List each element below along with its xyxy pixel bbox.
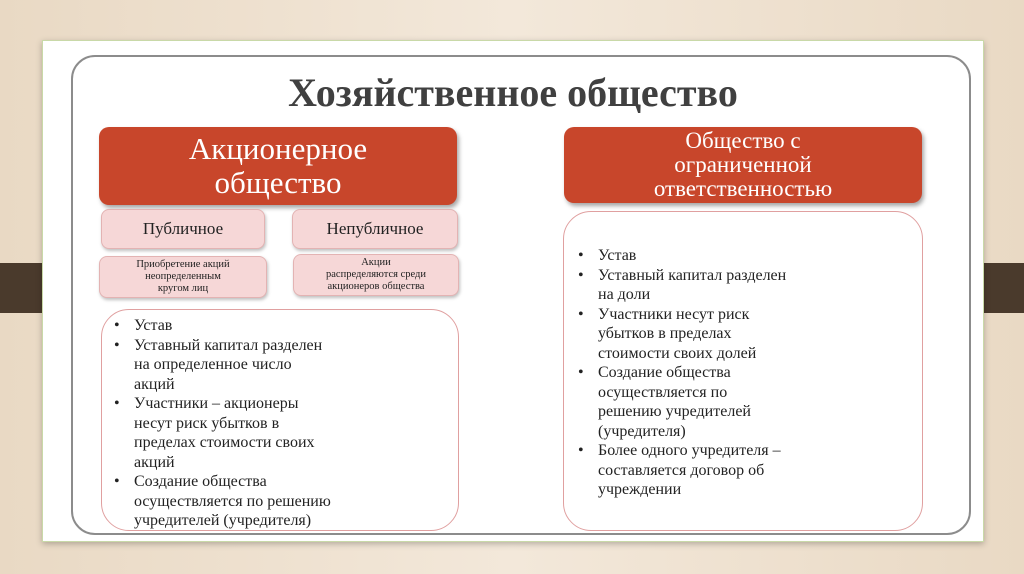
public-label: Публичное <box>101 209 265 249</box>
joint-stock-company-header: Акционерное общество <box>99 127 457 205</box>
list-item: • Более одного учредителя – составляется договор об учреждении <box>566 441 922 500</box>
list-item: • Устав <box>566 246 922 266</box>
nonpublic-description: Акции распределяются среди акционеров общества <box>293 254 459 296</box>
llc-header: Общество с ограниченной ответственностью <box>564 127 922 203</box>
nonpublic-label: Непубличное <box>292 209 458 249</box>
slide-title: Хозяйственное общество <box>288 70 738 115</box>
list-item: • Создание общества осуществляется по решению учредителей (учредителя) <box>566 363 922 441</box>
decorative-bar-left <box>0 263 42 313</box>
joint-stock-features-list <box>101 309 459 531</box>
public-description: Приобретение акций неопределенным кругом лиц <box>99 256 267 298</box>
llc-features-list <box>563 211 923 531</box>
list-item: • Создание общества осуществляется по решению учредителей (учредителя) <box>102 472 458 531</box>
list-item: • Участники несут риск убытков в пределах стоимости своих долей <box>566 305 922 364</box>
decorative-bar-right <box>982 263 1024 313</box>
list-item: • Уставный капитал разделен на доли <box>566 266 922 305</box>
slide <box>42 40 984 542</box>
list-item: • Уставный капитал разделен на определенное число акций <box>102 336 458 395</box>
list-item: • Устав <box>102 316 458 336</box>
list-item: • Участники – акционеры несут риск убытков в пределах стоимости своих акций <box>102 394 458 472</box>
